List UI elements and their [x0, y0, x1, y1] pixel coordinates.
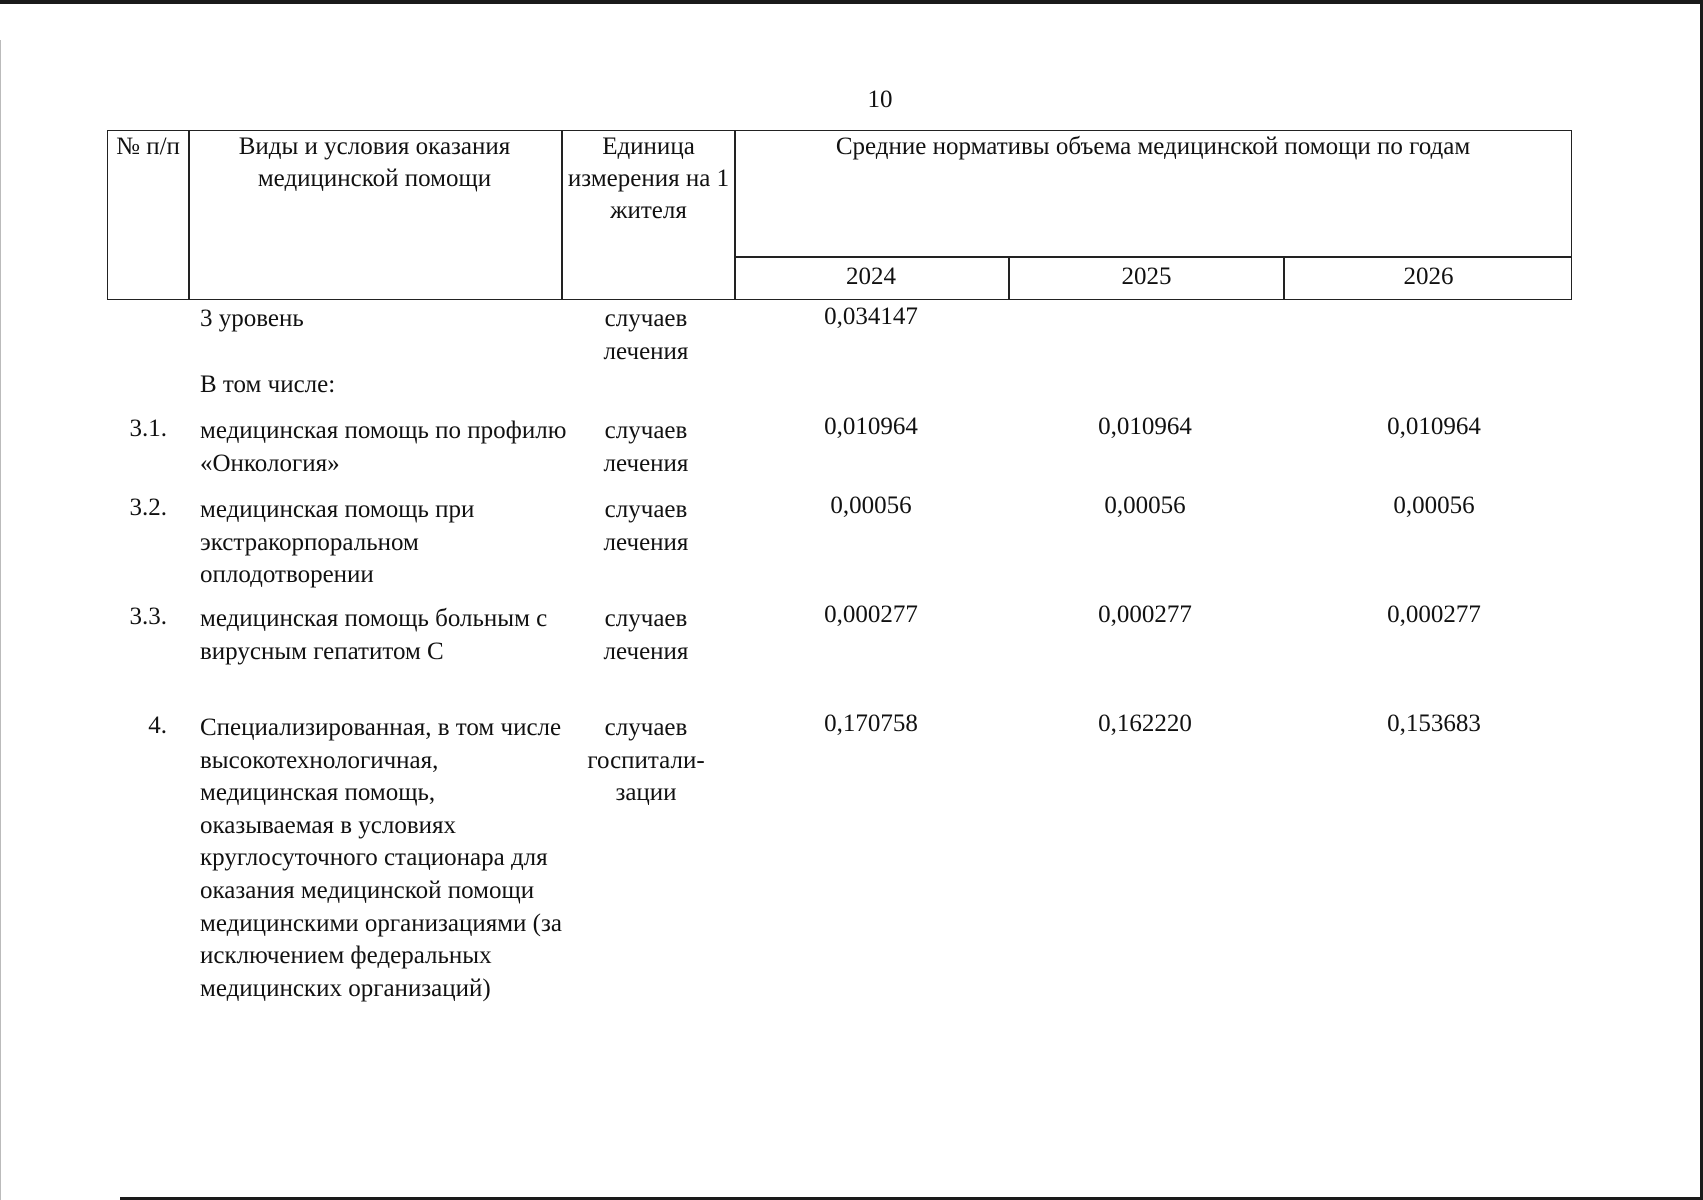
row-level3-2024: 0,034147	[824, 303, 918, 330]
row-including-text: В том числе:	[200, 371, 336, 398]
row-4-unit: случаев госпитали-зации	[587, 714, 705, 807]
row-3-3-unit: случаев лечения	[603, 605, 689, 665]
row-4-text: Специализированная, в том числе высокотехнологичная, медицинская помощь, оказываемая в условиях круглосуточного стационара для оказания медицинской помощи медицинскими организациями (за исключением федеральных медицинских организаций)	[200, 714, 562, 1002]
header-year-2025: 2025	[1121, 263, 1172, 290]
page-border-top	[0, 0, 1703, 4]
row-3-1-unit: случаев лечения	[603, 417, 689, 477]
row-3-1-2026: 0,010964	[1387, 413, 1481, 440]
row-3-2-num: 3.2.	[129, 494, 167, 521]
row-3-1-text: медицинская помощь по профилю «Онкология»	[200, 417, 567, 477]
table-header	[107, 130, 1572, 300]
page-number: 10	[867, 86, 893, 113]
row-3-3-2024: 0,000277	[824, 601, 918, 628]
header-unit: Единица измерения на 1 жителя	[567, 133, 730, 224]
header-num: № п/п	[116, 133, 180, 160]
row-3-3-2026: 0,000277	[1387, 601, 1481, 628]
row-level3-unit: случаев лечения	[603, 305, 689, 365]
year-row-divider	[734, 256, 1572, 258]
row-3-1-2025: 0,010964	[1098, 413, 1192, 440]
header-types: Виды и условия оказания медицинской помощи	[238, 133, 511, 192]
row-3-3-num: 3.3.	[129, 603, 167, 630]
row-4-2024: 0,170758	[824, 710, 918, 737]
row-3-2-2026: 0,00056	[1393, 492, 1475, 519]
page-border-left	[0, 40, 1, 1200]
row-3-1-2024: 0,010964	[824, 413, 918, 440]
row-3-2-unit: случаев лечения	[603, 496, 689, 556]
row-3-2-2025: 0,00056	[1104, 492, 1186, 519]
header-year-2024: 2024	[846, 263, 896, 290]
row-4-num: 4.	[148, 712, 167, 739]
row-3-3-text: медицинская помощь больным с вирусным гепатитом С	[200, 605, 548, 665]
row-4-2026: 0,153683	[1387, 710, 1481, 737]
header-year-2026: 2026	[1403, 263, 1454, 290]
row-3-2-2024: 0,00056	[830, 492, 912, 519]
row-3-3-2025: 0,000277	[1098, 601, 1192, 628]
row-4-2025: 0,162220	[1098, 710, 1192, 737]
row-level3-text: 3 уровень	[200, 305, 304, 332]
header-norms: Средние нормативы объема медицинской помощи по годам	[835, 133, 1471, 160]
row-3-1-num: 3.1.	[129, 415, 167, 442]
row-3-2-text: медицинская помощь при экстракорпоральном оплодотворении	[200, 496, 475, 589]
